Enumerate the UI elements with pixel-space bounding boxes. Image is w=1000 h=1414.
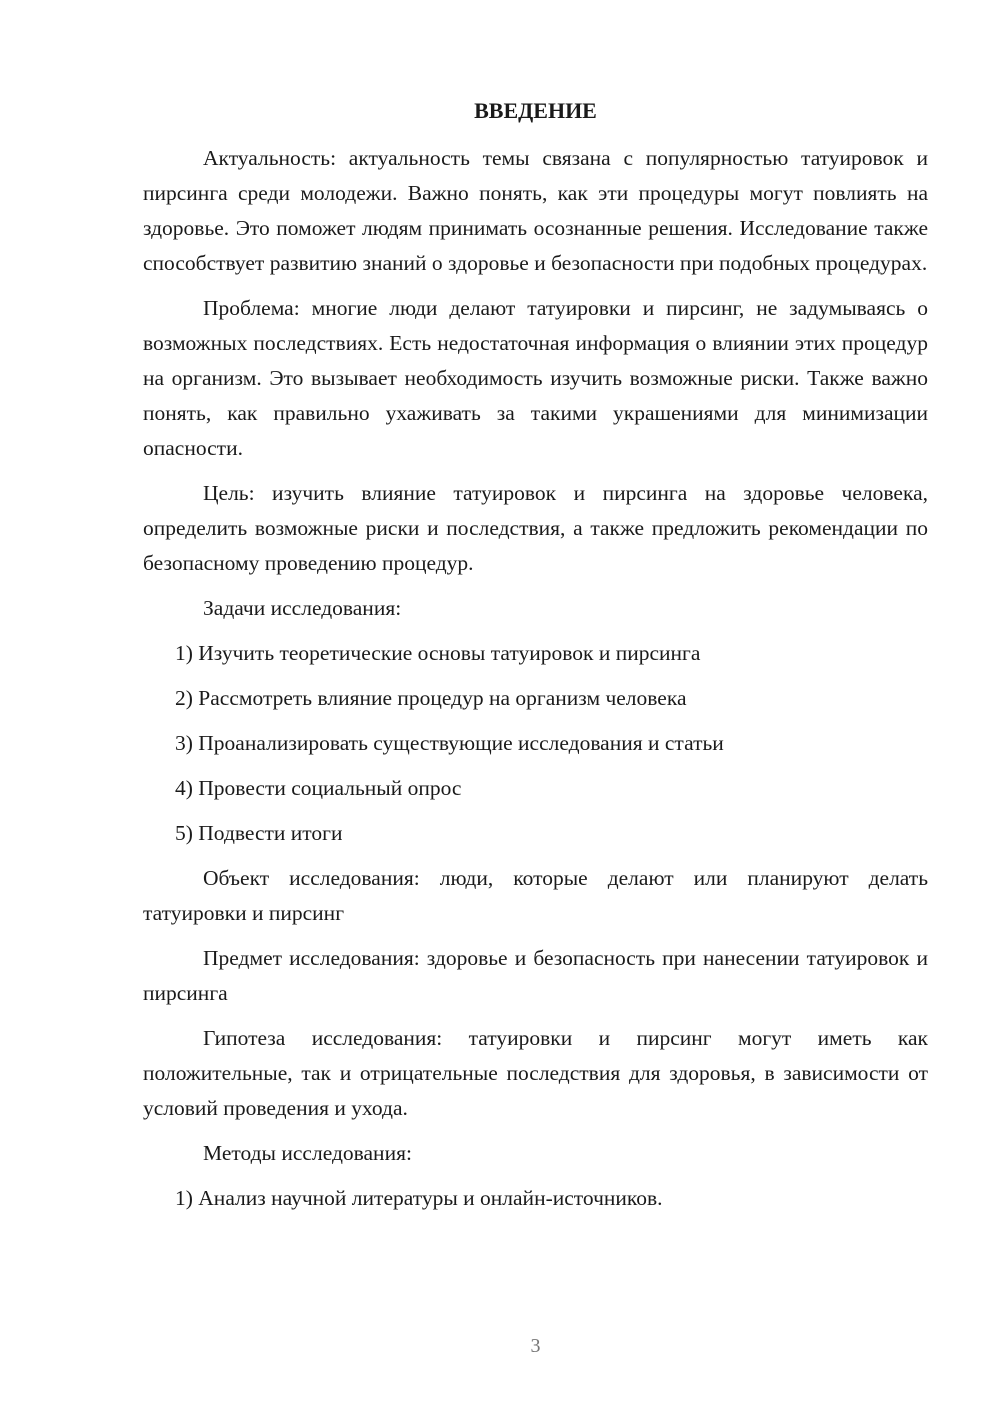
task-item: 1) Изучить теоретические основы татуировок и пирсинга (175, 641, 701, 665)
method-item: 1) Анализ научной литературы и онлайн-источников. (175, 1186, 663, 1210)
task-item: 4) Провести социальный опрос (175, 776, 462, 800)
section-title: ВВЕДЕНИЕ (474, 98, 597, 123)
task-item: 3) Проанализировать существующие исследования и статьи (175, 731, 724, 755)
paragraph-relevance: Актуальность: актуальность темы связана с популярностью татуировок и пирсинга среди молодежи. Важно понять, как эти процедуры могут повлиять на здоровье. Это поможет людям принимать осознанные решения. Исследование также способствует развитию знаний о здоровье и безопасности при подобных процедурах. (143, 146, 928, 275)
paragraph-object: Объект исследования: люди, которые делают или планируют делать татуировки и пирсинг (143, 866, 928, 925)
paragraph-goal: Цель: изучить влияние татуировок и пирсинга на здоровье человека, определить возможные риски и последствия, а также предложить рекомендации по безопасному проведению процедур. (143, 481, 928, 575)
page-number: 3 (530, 1335, 541, 1357)
paragraph-problem: Проблема: многие люди делают татуировки и пирсинг, не задумываясь о возможных последствиях. Есть недостаточная информация о влиянии этих процедур на организм. Это вызывает необходимость изучить возможные риски. Также важно понять, как правильно ухаживать за такими украшениями для минимизации опасности. (143, 296, 928, 460)
task-item: 5) Подвести итоги (175, 821, 343, 845)
body-text (143, 141, 928, 1226)
paragraph-subject: Предмет исследования: здоровье и безопасность при нанесении татуировок и пирсинга (143, 946, 928, 1005)
tasks-heading: Задачи исследования: (203, 596, 402, 620)
methods-heading: Методы исследования: (203, 1141, 412, 1165)
task-item: 2) Рассмотреть влияние процедур на организм человека (175, 686, 687, 710)
document-page (143, 0, 928, 1414)
paragraph-hypothesis: Гипотеза исследования: татуировки и пирсинг могут иметь как положительные, так и отрицательные последствия для здоровья, в зависимости от условий проведения и ухода. (143, 1026, 928, 1120)
